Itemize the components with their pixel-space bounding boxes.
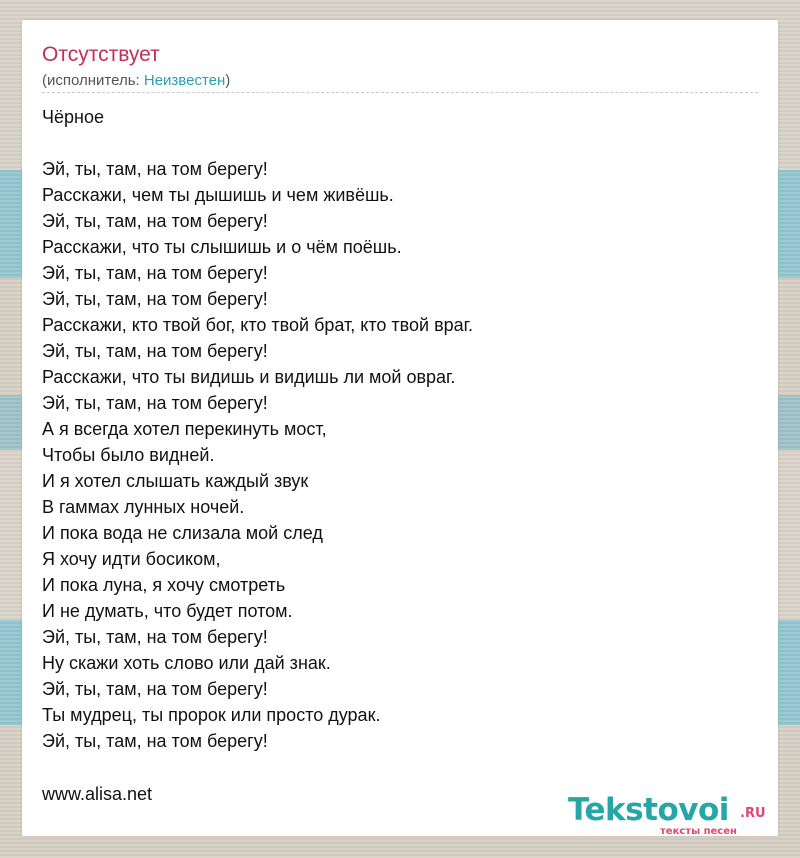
lyrics-line: Чтобы было видней.	[42, 445, 215, 465]
logo-main-text: Tekstovoi	[568, 792, 729, 828]
lyrics-line: Эй, ты, там, на том берегу!	[42, 263, 268, 283]
lyrics-line: Расскажи, что ты слышишь и о чём поёшь.	[42, 237, 402, 257]
lyrics-body	[42, 104, 758, 754]
lyrics-line: Эй, ты, там, на том берегу!	[42, 289, 268, 309]
lyrics-line: Я хочу идти босиком,	[42, 549, 221, 569]
lyrics-line: Расскажи, кто твой бог, кто твой брат, кто твой враг.	[42, 315, 474, 335]
lyrics-line: И пока вода не слизала мой след	[42, 523, 323, 543]
logo-tld-text: .RU	[740, 806, 766, 821]
artist-suffix: )	[225, 72, 231, 89]
header-divider	[42, 92, 758, 93]
artist-link[interactable]: Неизвестен	[143, 72, 226, 89]
lyrics-line: Эй, ты, там, на том берегу!	[42, 393, 268, 413]
source-url: www.alisa.net	[42, 784, 153, 804]
lyrics-blank-line	[42, 130, 758, 156]
lyrics-line: И не думать, что будет потом.	[42, 601, 293, 621]
lyrics-line: Расскажи, что ты видишь и видишь ли мой овраг.	[42, 367, 456, 387]
lyrics-line: Эй, ты, там, на том берегу!	[42, 679, 268, 699]
lyrics-line: А я всегда хотел перекинуть мост,	[42, 419, 327, 439]
logo-tagline: тексты песен	[660, 826, 737, 837]
lyrics-line: Эй, ты, там, на том берегу!	[42, 731, 268, 751]
lyrics-line: Ну скажи хоть слово или дай знак.	[42, 653, 331, 673]
tekstovoi-logo[interactable]	[568, 792, 778, 836]
lyrics-line: Чёрное	[42, 107, 104, 127]
lyrics-line: И пока луна, я хочу смотреть	[42, 575, 286, 595]
lyrics-line: Эй, ты, там, на том берегу!	[42, 159, 268, 179]
lyrics-line: Эй, ты, там, на том берегу!	[42, 211, 268, 231]
lyrics-line: Эй, ты, там, на том берегу!	[42, 627, 268, 647]
artist-line	[42, 72, 230, 90]
lyrics-line: Эй, ты, там, на том берегу!	[42, 341, 268, 361]
lyrics-line: Ты мудрец, ты пророк или просто дурак.	[42, 705, 381, 725]
song-title: Отсутствует	[42, 43, 160, 66]
lyrics-card	[22, 20, 778, 836]
lyrics-line: И я хотел слышать каждый звук	[42, 471, 309, 491]
lyrics-line: Расскажи, чем ты дышишь и чем живёшь.	[42, 185, 394, 205]
artist-prefix: (исполнитель:	[42, 72, 144, 89]
lyrics-line: В гаммах лунных ночей.	[42, 497, 245, 517]
